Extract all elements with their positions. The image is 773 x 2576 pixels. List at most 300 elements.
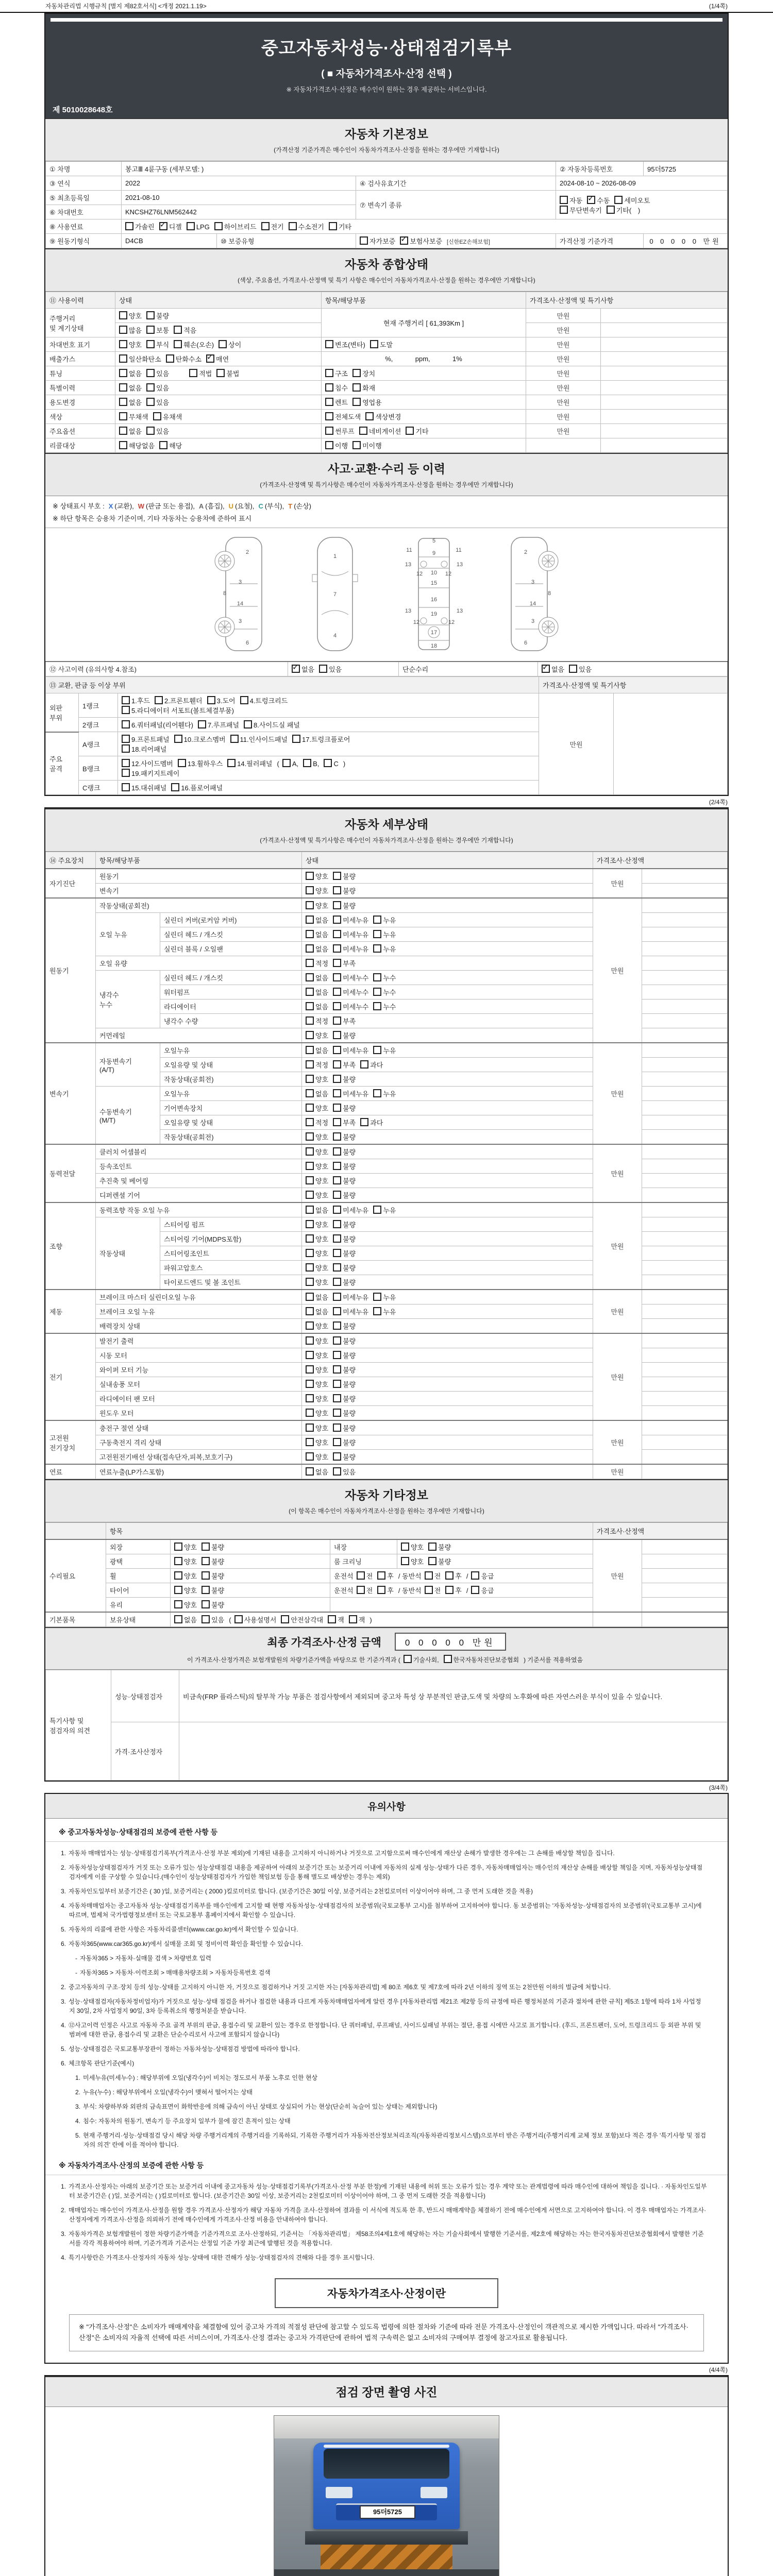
option-구조 (325, 368, 348, 378)
checkbox[interactable] (306, 1002, 314, 1010)
notice-item-text: 미세누유(미세누수) : 해당부위에 오일(냉각수)이 비치는 정도로서 부품 노후로 인한 현상 (83, 2074, 318, 2081)
checkbox[interactable] (306, 1075, 314, 1083)
option-불량 (333, 1234, 356, 1244)
checkbox[interactable] (428, 1543, 436, 1551)
checkbox[interactable] (428, 1557, 436, 1565)
checkbox[interactable] (333, 1321, 341, 1330)
checkbox[interactable] (333, 944, 341, 953)
checkbox[interactable] (122, 696, 130, 704)
checkbox[interactable] (360, 1060, 368, 1069)
part-label: 고전원전기배선 상태(접속단자,피복,보호기구) (96, 1450, 302, 1465)
state-cell (302, 1304, 593, 1319)
option-변조(변타) (325, 340, 365, 349)
checkbox[interactable] (333, 1002, 341, 1010)
checkbox[interactable] (445, 1586, 453, 1594)
checkbox[interactable] (306, 1321, 314, 1330)
checkbox[interactable] (560, 206, 568, 214)
checkbox[interactable] (306, 1089, 314, 1097)
checkbox[interactable] (373, 1089, 381, 1097)
checkbox[interactable] (306, 1467, 314, 1476)
valuation-definition-box-title: 자동차가격조사·산정이란 (275, 2278, 498, 2308)
checkbox[interactable] (306, 1365, 314, 1374)
checkbox[interactable] (201, 1557, 210, 1565)
checkbox[interactable] (360, 236, 368, 245)
notice-item-text: 자동차365 > 자동차·이력조회 > 매매용차량조회 > 자동차등록번호 검색 (80, 1969, 271, 1976)
option-label: 후 (455, 1572, 462, 1580)
checkbox[interactable] (324, 759, 332, 767)
checkbox[interactable] (333, 1423, 341, 1432)
checkbox[interactable] (122, 706, 130, 714)
checkbox[interactable] (306, 1336, 314, 1345)
checkbox[interactable] (373, 988, 381, 996)
state-cell (302, 1348, 593, 1363)
remark-cell (642, 1043, 728, 1058)
checkbox[interactable] (333, 1191, 341, 1199)
inline-text: / (466, 1572, 468, 1580)
checkbox[interactable] (333, 1132, 341, 1141)
checkbox[interactable] (333, 1351, 341, 1359)
checkbox[interactable] (329, 222, 337, 230)
checkbox[interactable] (425, 1586, 433, 1594)
checkbox[interactable] (146, 369, 155, 377)
checkbox-checked[interactable] (159, 222, 167, 230)
checkbox[interactable] (174, 1615, 182, 1623)
checkbox[interactable] (333, 916, 341, 924)
checkbox[interactable] (401, 1543, 409, 1551)
price-cell: 만원 (593, 1420, 642, 1464)
part-label: 커먼레일 (96, 1028, 302, 1043)
checkbox[interactable] (174, 1557, 182, 1565)
checkbox[interactable] (370, 340, 378, 348)
checkbox[interactable] (306, 1263, 314, 1272)
checkbox-checked[interactable] (587, 196, 595, 204)
checkbox[interactable] (333, 1293, 341, 1301)
notice-item-text: 침수: 자동차의 원동기, 변속기 등 주요장치 일부가 물에 잠긴 흔적이 있는 상태 (83, 2117, 291, 2125)
checkbox[interactable] (325, 412, 333, 420)
field-value-inspection: 2024-08-10 ~ 2026-08-09 (556, 176, 728, 191)
checkbox[interactable] (352, 383, 361, 392)
checkbox[interactable] (306, 1162, 314, 1170)
checkbox[interactable] (306, 1220, 314, 1228)
option-누유 (373, 1292, 396, 1302)
checkbox[interactable] (119, 383, 127, 392)
checkbox[interactable] (333, 988, 341, 996)
checkbox[interactable] (373, 1206, 381, 1214)
checkbox[interactable] (328, 1615, 336, 1623)
part-label: 파워고압호스 (160, 1261, 302, 1275)
legend-symbol-X: X (108, 502, 113, 510)
checkbox[interactable] (159, 441, 167, 449)
checkbox[interactable] (146, 398, 155, 406)
checkbox[interactable] (349, 1615, 357, 1623)
checkbox[interactable] (306, 1060, 314, 1069)
checkbox[interactable] (306, 1206, 314, 1214)
option-5.라디에이터 서포트(볼트체결부품) (122, 705, 234, 715)
checkbox[interactable] (122, 720, 130, 728)
checkbox-checked[interactable] (542, 665, 550, 673)
checkbox[interactable] (119, 412, 127, 420)
checkbox[interactable] (333, 1278, 341, 1286)
option-한국자동차진단보증협회 (444, 1655, 519, 1664)
checkbox[interactable] (325, 398, 333, 406)
checkbox[interactable] (174, 1600, 182, 1608)
option-label: 양호 (315, 1163, 329, 1171)
checkbox[interactable] (122, 783, 130, 791)
option-불량 (428, 1542, 451, 1552)
legend-symbol-label: (판금 또는 용접), (146, 502, 195, 510)
checkbox-checked[interactable] (206, 354, 214, 363)
checkbox[interactable] (306, 1380, 314, 1388)
checkbox[interactable] (306, 1452, 314, 1461)
checkbox[interactable] (333, 1016, 341, 1025)
checkbox[interactable] (201, 1615, 210, 1623)
option-label: 불량 (343, 1337, 356, 1345)
panel-number: 3 (238, 579, 242, 585)
checkbox[interactable] (230, 735, 239, 743)
checkbox[interactable] (333, 1307, 341, 1315)
checkbox[interactable] (333, 1118, 341, 1126)
checkbox[interactable] (166, 354, 174, 363)
checkbox[interactable] (560, 196, 568, 204)
checkbox[interactable] (240, 696, 248, 704)
option-label: 기타 (415, 428, 429, 435)
checkbox[interactable] (333, 1162, 341, 1170)
checkbox[interactable] (292, 735, 300, 743)
checkbox[interactable] (306, 944, 314, 953)
checkbox[interactable] (201, 1586, 210, 1594)
checkbox[interactable] (306, 1293, 314, 1301)
checkbox[interactable] (352, 441, 361, 449)
checkbox[interactable] (306, 1234, 314, 1243)
checkbox[interactable] (352, 369, 361, 377)
checkbox[interactable] (122, 759, 130, 767)
option-label: LPG (196, 223, 210, 231)
checkbox[interactable] (306, 1016, 314, 1025)
option-label: 불량 (343, 873, 356, 880)
option-양호 (306, 1248, 328, 1258)
option-렌트 (325, 397, 348, 407)
panel-number: 1 (333, 553, 337, 560)
checkbox[interactable] (333, 1336, 341, 1345)
checkbox[interactable] (333, 1089, 341, 1097)
field-label-vin: ⑥ 차대번호 (46, 205, 122, 219)
checkbox[interactable] (325, 441, 333, 449)
checkbox[interactable] (325, 369, 333, 377)
checkbox[interactable] (155, 696, 163, 704)
option-label: 있음 (156, 370, 170, 378)
option-가솔린 (125, 222, 155, 231)
option-불량 (333, 1132, 356, 1142)
notice-item-number: - (75, 1969, 77, 1976)
panel-number: 12 (445, 571, 452, 577)
checkbox[interactable] (306, 1423, 314, 1432)
checkbox[interactable] (333, 1365, 341, 1374)
checkbox[interactable] (471, 1571, 479, 1580)
notice-item-text: 특기사항란은 가격조사·산정자의 자동차 성능·상태에 대한 견해가 성능·상태점검자의 견해와 다를 경우 표시합니다. (69, 2254, 375, 2261)
checkbox[interactable] (357, 1571, 365, 1580)
remark-cell (601, 438, 728, 453)
checkbox[interactable] (244, 720, 252, 728)
checkbox[interactable] (306, 930, 314, 938)
option-없음 (306, 987, 328, 997)
checkbox[interactable] (319, 665, 327, 673)
checkbox[interactable] (306, 886, 314, 894)
option-label: 불량 (343, 1352, 356, 1360)
notice-body (45, 1819, 728, 2265)
checkbox[interactable] (306, 1438, 314, 1446)
checkbox[interactable] (445, 1571, 453, 1580)
checkbox[interactable] (607, 206, 615, 214)
price-cell: 만원 (593, 1144, 642, 1202)
checkbox[interactable] (178, 759, 186, 767)
option-label: 불량 (343, 1148, 356, 1156)
checkbox[interactable] (333, 1075, 341, 1083)
checkbox[interactable] (325, 427, 333, 435)
remark-cell (642, 1406, 728, 1421)
checkbox[interactable] (306, 1351, 314, 1359)
overall-state-table-container (45, 292, 728, 453)
checkbox[interactable] (325, 383, 333, 392)
checkbox[interactable] (234, 1615, 243, 1623)
option-label: 가솔린 (135, 223, 155, 231)
checkbox[interactable] (201, 1600, 210, 1608)
field-warranty-options (356, 234, 556, 248)
checkbox[interactable] (227, 759, 236, 767)
etc-item2-state (397, 1554, 593, 1569)
checkbox[interactable] (373, 944, 381, 953)
checkbox[interactable] (373, 1002, 381, 1010)
checkbox[interactable] (306, 1249, 314, 1257)
checkbox[interactable] (352, 398, 361, 406)
checkbox[interactable] (333, 973, 341, 981)
checkbox[interactable] (306, 988, 314, 996)
state-cell (302, 1435, 593, 1450)
etc-item-label: 유리 (106, 1598, 171, 1613)
checkbox[interactable] (306, 959, 314, 967)
checkbox[interactable] (306, 1104, 314, 1112)
checkbox[interactable] (198, 720, 206, 728)
section-etc-note: (이 항목은 매수인이 자동차가격조사·산정을 원하는 경우에만 기재합니다) (289, 1507, 484, 1515)
checkbox[interactable] (303, 759, 311, 767)
checkbox[interactable] (189, 369, 197, 377)
remark-cell (642, 1290, 728, 1304)
checkbox[interactable] (306, 872, 314, 880)
checkbox[interactable] (373, 1307, 381, 1315)
checkbox[interactable] (377, 1571, 385, 1580)
checkbox[interactable] (119, 369, 127, 377)
checkbox[interactable] (333, 1206, 341, 1214)
checkbox[interactable] (614, 196, 623, 204)
checkbox[interactable] (122, 769, 130, 777)
inline-text: / (466, 1587, 468, 1595)
checkbox[interactable] (122, 744, 130, 753)
remark-cell (642, 1217, 728, 1232)
checkbox[interactable] (306, 1176, 314, 1184)
option-있음 (201, 1615, 224, 1624)
checkbox[interactable] (333, 959, 341, 967)
checkbox[interactable] (357, 1586, 365, 1594)
checkbox[interactable] (306, 916, 314, 924)
checkbox[interactable] (333, 1147, 341, 1156)
checkbox[interactable] (174, 1571, 182, 1580)
checkbox[interactable] (404, 1655, 412, 1663)
checkbox[interactable] (360, 1118, 368, 1126)
checkbox[interactable] (306, 1191, 314, 1199)
checkbox[interactable] (471, 1586, 479, 1594)
checkbox[interactable] (119, 326, 127, 334)
checkbox[interactable] (153, 412, 161, 420)
option-없음 (119, 368, 142, 378)
checkbox[interactable] (425, 1571, 433, 1580)
checkbox-checked[interactable] (400, 236, 408, 245)
option-미세누유 (333, 1205, 368, 1215)
checkbox[interactable] (174, 326, 182, 334)
checkbox[interactable] (119, 398, 127, 406)
checkbox[interactable] (174, 735, 182, 743)
checkbox[interactable] (146, 311, 155, 319)
checkbox[interactable] (333, 930, 341, 938)
checkbox[interactable] (333, 1104, 341, 1112)
checkbox[interactable] (306, 1307, 314, 1315)
part-label: 냉각수 수량 (160, 1014, 302, 1028)
option-label: 불량 (343, 1366, 356, 1374)
checkbox[interactable] (333, 1394, 341, 1402)
option-전체도색 (325, 412, 361, 421)
checkbox[interactable] (373, 1046, 381, 1054)
checkbox[interactable] (125, 222, 133, 230)
checkbox[interactable] (201, 1543, 210, 1551)
price-cell: 만원 (526, 366, 601, 381)
checkbox[interactable] (306, 1409, 314, 1417)
checkbox[interactable] (289, 222, 297, 230)
checkbox[interactable] (306, 1046, 314, 1054)
checkbox[interactable] (146, 383, 155, 392)
checkbox[interactable] (377, 1586, 385, 1594)
checkbox[interactable] (365, 412, 374, 420)
category-label: 오일 누유 (96, 913, 160, 956)
checkbox[interactable] (146, 427, 155, 435)
state-cell (115, 352, 322, 366)
checkbox[interactable] (306, 901, 314, 909)
checkbox[interactable] (306, 1031, 314, 1039)
option-label: 양호 (315, 1395, 329, 1403)
checkbox[interactable] (333, 1263, 341, 1272)
checkbox[interactable] (333, 901, 341, 909)
option-일산화탄소 (119, 354, 161, 364)
checkbox[interactable] (174, 1586, 182, 1594)
option-label: 불량 (343, 1264, 356, 1272)
checkbox[interactable] (207, 696, 215, 704)
checkbox[interactable] (333, 1249, 341, 1257)
checkbox[interactable] (146, 326, 155, 334)
checkbox[interactable] (306, 1147, 314, 1156)
checkbox[interactable] (119, 427, 127, 435)
category-label: 냉각수 누수 (96, 971, 160, 1028)
detail-row (46, 898, 728, 913)
option-불량 (333, 1365, 356, 1375)
checkbox[interactable] (333, 1438, 341, 1446)
checkbox[interactable] (306, 973, 314, 981)
option-label: 훼손(오손) (183, 341, 214, 349)
checkbox[interactable] (174, 1543, 182, 1551)
checkbox[interactable] (261, 222, 270, 230)
checkbox[interactable] (171, 783, 179, 791)
checkbox[interactable] (306, 1394, 314, 1402)
remark-cell (601, 352, 728, 366)
checkbox[interactable] (201, 1571, 210, 1580)
checkbox[interactable] (187, 222, 195, 230)
option-label: 미세누유 (343, 917, 369, 924)
basic-price-cell (593, 1612, 642, 1627)
checkbox[interactable] (401, 1557, 409, 1565)
checkbox[interactable] (333, 1380, 341, 1388)
checkbox[interactable] (373, 973, 381, 981)
checkbox[interactable] (333, 1467, 341, 1476)
option-label: 없음 (129, 370, 142, 378)
checkbox[interactable] (219, 340, 227, 348)
checkbox[interactable] (325, 340, 333, 348)
checkbox[interactable] (333, 1452, 341, 1461)
option-label: 수동 (597, 196, 610, 205)
checkbox[interactable] (373, 1293, 381, 1301)
checkbox[interactable] (306, 1278, 314, 1286)
option-label: 잭 (338, 1616, 344, 1624)
checkbox[interactable] (569, 665, 577, 673)
checkbox[interactable] (333, 1220, 341, 1228)
checkbox[interactable] (373, 916, 381, 924)
state-cell (302, 1174, 593, 1188)
checkbox[interactable] (146, 340, 155, 348)
checkbox[interactable] (174, 340, 182, 348)
checkbox-checked[interactable] (292, 665, 300, 673)
item-cell: %, ppm, 1% (322, 352, 526, 366)
checkbox[interactable] (444, 1655, 452, 1663)
usage-label: 용도변경 (46, 395, 115, 410)
checkbox[interactable] (333, 1031, 341, 1039)
checkbox[interactable] (306, 1132, 314, 1141)
checkbox[interactable] (119, 340, 127, 348)
part-label: 원동기 (96, 869, 302, 884)
checkbox[interactable] (119, 354, 127, 363)
checkbox[interactable] (214, 222, 223, 230)
option-label: 전체도색 (335, 413, 361, 421)
checkbox[interactable] (333, 872, 341, 880)
option-자가보증 (360, 236, 395, 246)
checkbox[interactable] (333, 1409, 341, 1417)
checkbox[interactable] (333, 1046, 341, 1054)
checkbox[interactable] (306, 1118, 314, 1126)
part-label: 오일 유량 (96, 956, 302, 971)
checkbox[interactable] (119, 311, 127, 319)
checkbox[interactable] (333, 886, 341, 894)
checkbox[interactable] (333, 1176, 341, 1184)
checkbox[interactable] (359, 427, 367, 435)
state-cell (302, 1450, 593, 1465)
option-label: 불량 (343, 902, 356, 910)
checkbox[interactable] (373, 930, 381, 938)
checkbox[interactable] (282, 759, 291, 767)
checkbox[interactable] (122, 735, 130, 743)
checkbox[interactable] (406, 427, 414, 435)
notice-item-number: 2. (61, 1864, 66, 1871)
checkbox[interactable] (119, 441, 127, 449)
checkbox[interactable] (281, 1615, 289, 1623)
checkbox[interactable] (216, 369, 225, 377)
checkbox[interactable] (333, 1060, 341, 1069)
legend-symbol-label: (부식), (264, 502, 284, 510)
checkbox[interactable] (333, 1234, 341, 1243)
field-fuel-options (122, 219, 728, 234)
